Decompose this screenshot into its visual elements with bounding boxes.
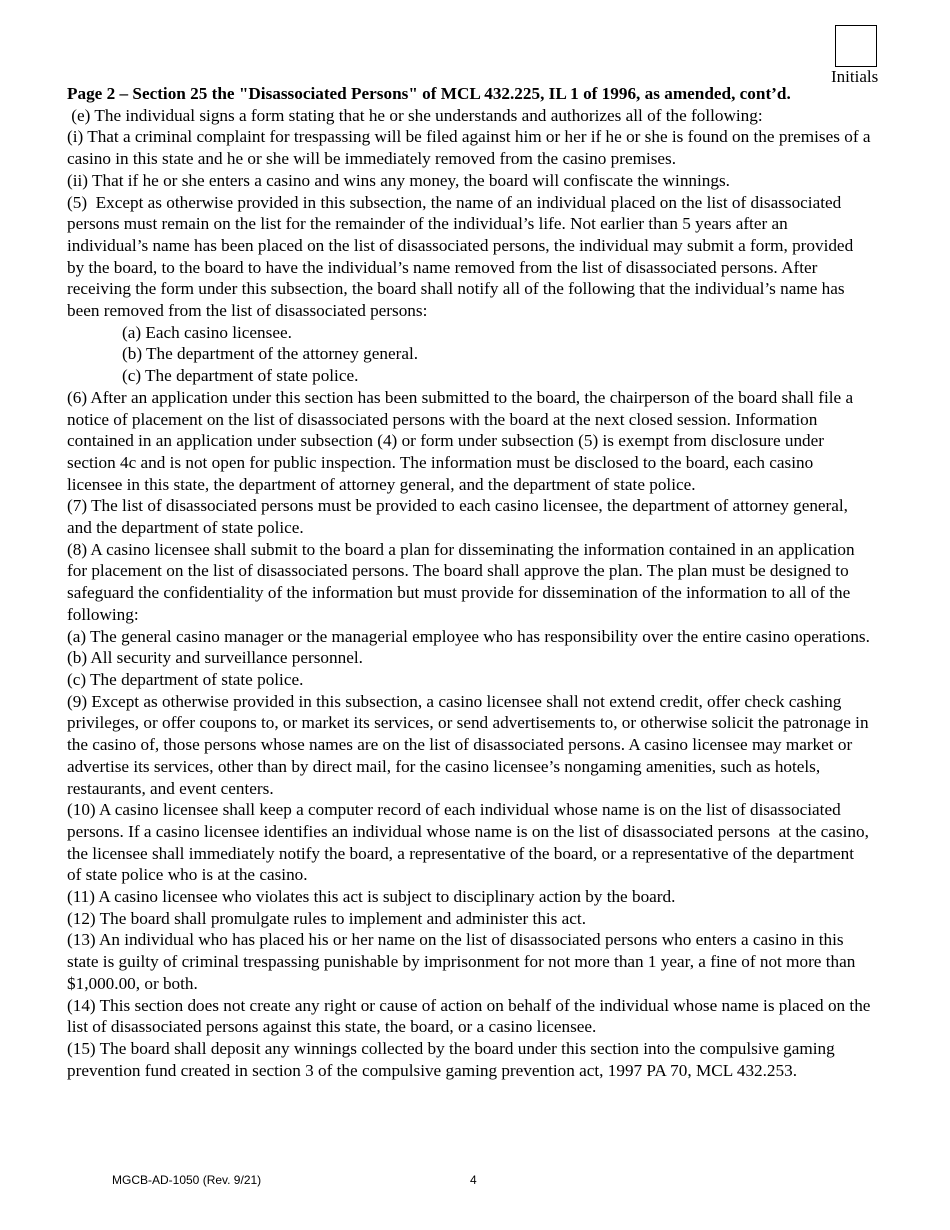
paragraph-11: (11) A casino licensee who violates this act is subject to disciplinary action by the board.: [67, 887, 676, 907]
footer-form-number: MGCB-AD-1050 (Rev. 9/21): [112, 1173, 262, 1187]
paragraph-e-i: (i) That a criminal complaint for trespassing will be filed against him or her if he or she is found on the premises of a casino in this state and he or she will be immediately removed from the casino premises.: [67, 127, 871, 169]
paragraph-15: (15) The board shall deposit any winnings collected by the board under this section into the compulsive gaming prevention fund created in section 3 of the compulsive gaming prevention act, 1997 PA 70, MCL 432.253.: [67, 1038, 835, 1080]
initials-box[interactable]: [835, 25, 877, 67]
paragraph-8-a: (a) The general casino manager or the managerial employee who has responsibility over the entire casino operations.: [67, 626, 870, 646]
paragraph-8: (8) A casino licensee shall submit to the board a plan for disseminating the information contained in an application for placement on the list of disassociated persons. The board shall approve the plan. The plan must be designed to safeguard the confidentiality of the information but must provide for dissemination of the information to all of the following:: [67, 539, 855, 624]
paragraph-5: (5) Except as otherwise provided in this subsection, the name of an individual placed on the list of disassociated persons must remain on the list for the remainder of the individual’s life. Not earlier than 5 years after an individual’s name has been placed on the list of disassociated persons, the individual may submit a form, provided by the board, to the board to have the individual’s name removed from the list of disassociated persons. After receiving the form under this subsection, the board shall notify all of the following that the individual’s name has been removed from the list of disassociated persons:: [67, 192, 858, 321]
footer-page-number: 4: [470, 1173, 477, 1187]
paragraph-e-ii: (ii) That if he or she enters a casino and wins any money, the board will confiscate the winnings.: [67, 170, 730, 190]
initials-label: Initials: [831, 67, 879, 86]
document-body: [67, 83, 872, 1081]
section-title: Page 2 – Section 25 the "Disassociated Persons" of MCL 432.225, IL 1 of 1996, as amended, cont’d.: [67, 84, 791, 103]
paragraph-12: (12) The board shall promulgate rules to implement and administer this act.: [67, 908, 586, 928]
paragraph-7: (7) The list of disassociated persons must be provided to each casino licensee, the department of attorney general, and the department of state police.: [67, 496, 848, 538]
paragraph-e: (e) The individual signs a form stating that he or she understands and authorizes all of the following:: [67, 105, 763, 125]
paragraph-6: (6) After an application under this section has been submitted to the board, the chairperson of the board shall file a notice of placement on the list of disassociated persons with the board at the next closed session. Information contained in an application under subsection (4) or form under subsection (5) is exempt from disclosure under section 4c and is not open for public inspection. The information must be disclosed to the board, each casino licensee in this state, the department of attorney general, and the department of state police.: [67, 387, 854, 494]
paragraph-10: (10) A casino licensee shall keep a computer record of each individual whose name is on the list of disassociated persons. If a casino licensee identifies an individual whose name is on the list of disassociated persons at the casino, the licensee shall immediately notify the board, a representative of the board, or a representative of the department of state police who is at the casino.: [67, 800, 874, 885]
paragraph-13: (13) An individual who has placed his or her name on the list of disassociated persons who enters a casino in this state is guilty of criminal trespassing punishable by imprisonment for not more than 1 year, a fine of not more than $1,000.00, or both.: [67, 930, 856, 993]
paragraph-8-c: (c) The department of state police.: [67, 669, 304, 689]
paragraph-9: (9) Except as otherwise provided in this subsection, a casino licensee shall not extend credit, offer check cashing privileges, or offer coupons to, or market its services, or send advertisements to, or otherwise solicit the patronage in the casino of, those persons whose names are on the list of disassociated persons. A casino licensee may market or advertise its services, other than by direct mail, for the casino licensee’s nongaming amenities, such as hotels, restaurants, and event centers.: [67, 691, 869, 798]
paragraph-5-a: (a) Each casino licensee.: [122, 322, 292, 342]
paragraph-5-c: (c) The department of state police.: [122, 366, 359, 386]
paragraph-8-b: (b) All security and surveillance personnel.: [67, 648, 363, 668]
paragraph-14: (14) This section does not create any right or cause of action on behalf of the individual whose name is placed on the list of disassociated persons against this state, the board, or a casino licensee.: [67, 995, 871, 1037]
paragraph-5-b: (b) The department of the attorney general.: [122, 344, 419, 364]
